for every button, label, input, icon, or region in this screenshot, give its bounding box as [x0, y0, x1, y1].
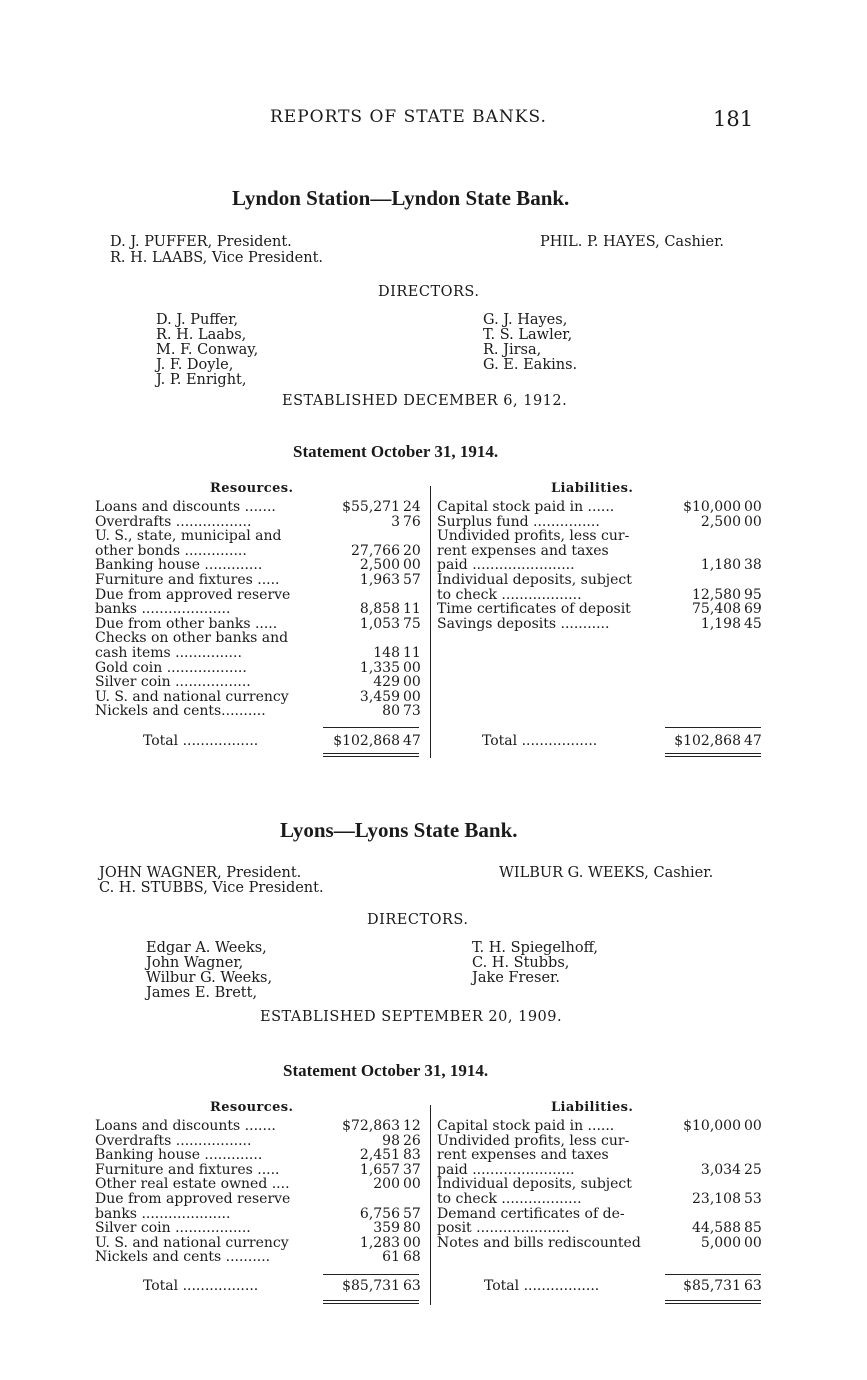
directors-heading: DIRECTORS.: [378, 284, 480, 300]
row-dollars: 2,451: [359, 1147, 400, 1164]
row-dollars: 98: [382, 1132, 400, 1149]
table-row: [95, 646, 425, 661]
total-double-rule: [323, 756, 419, 757]
row-cents: 24: [403, 499, 421, 515]
director-name: R. H. Laabs,: [156, 327, 247, 343]
total-rule: [665, 727, 761, 728]
directors-right: [483, 313, 577, 373]
row-dollars: 3,459: [359, 688, 400, 705]
table-row: [95, 500, 425, 515]
total-double-rule: [665, 1303, 761, 1304]
statement-title: Statement October 31, 1914.: [283, 1061, 489, 1080]
table-row: [95, 529, 425, 544]
row-dollars: $10,000: [683, 1118, 741, 1134]
row-label: Loans and discounts .......: [95, 1118, 276, 1134]
row-cents: 80: [403, 1220, 421, 1237]
row-cents: 68: [403, 1249, 421, 1266]
table-row: [437, 1221, 766, 1236]
row-dollars: 1,963: [359, 572, 400, 588]
row-label: Savings deposits ...........: [437, 615, 610, 632]
column-divider: [430, 486, 431, 758]
page-number: 181: [713, 107, 754, 131]
total-dollars: $102,868: [674, 733, 741, 749]
row-dollars: 80: [382, 703, 400, 720]
row-label: Due from approved reserve: [95, 586, 291, 603]
director-name: J. F. Doyle,: [156, 357, 234, 373]
row-cents: 85: [744, 1220, 762, 1237]
table-row: [437, 617, 766, 632]
director-name: Edgar A. Weeks,: [146, 940, 267, 956]
row-label: Banking house .............: [95, 1147, 263, 1164]
row-label: Checks on other banks and: [95, 630, 289, 647]
row-cents: 45: [744, 615, 762, 632]
director-name: C. H. Stubbs,: [472, 955, 570, 971]
table-row: [437, 1148, 766, 1163]
row-label: paid .......................: [437, 557, 575, 574]
row-label: other bonds ..............: [95, 542, 247, 559]
row-label: Gold coin ..................: [95, 659, 247, 676]
total-cents: 47: [744, 733, 762, 749]
table-row: [95, 704, 425, 719]
row-dollars: 2,500: [359, 557, 400, 574]
row-cents: 57: [403, 1205, 421, 1222]
total-label: Total .................: [484, 1278, 600, 1294]
table-row: [437, 1236, 766, 1251]
director-name: Jake Freser.: [472, 970, 560, 986]
total-label: Total .................: [143, 733, 259, 749]
row-cents: 83: [403, 1147, 421, 1164]
director-name: Wilbur G. Weeks,: [146, 970, 273, 986]
row-label: Furniture and fixtures .....: [95, 572, 280, 588]
row-cents: 26: [403, 1132, 421, 1149]
row-dollars: 200: [373, 1176, 400, 1193]
established-date: ESTABLISHED DECEMBER 6, 1912.: [282, 393, 568, 409]
row-label: rent expenses and taxes: [437, 542, 609, 559]
row-label: Silver coin .................: [95, 1220, 251, 1237]
row-label: Demand certificates of de-: [437, 1205, 625, 1222]
row-label: Furniture and fixtures .....: [95, 1161, 280, 1178]
total-double-rule: [665, 1300, 761, 1301]
row-label: Capital stock paid in ......: [437, 499, 615, 515]
table-row: [95, 602, 425, 617]
row-label: Undivided profits, less cur-: [437, 1132, 630, 1149]
director-name: James E. Brett,: [146, 985, 258, 1001]
row-label: U. S. and national currency: [95, 688, 289, 705]
vice-president: C. H. STUBBS, Vice President.: [99, 880, 324, 896]
row-dollars: 148: [373, 645, 400, 661]
row-label: Nickels and cents..........: [95, 703, 266, 720]
total-rule: [323, 1274, 419, 1275]
row-label: Surplus fund ...............: [437, 513, 600, 530]
director-name: T. H. Spiegelhoff,: [472, 940, 599, 956]
table-row: [437, 500, 766, 515]
director-name: M. F. Conway,: [156, 342, 259, 358]
row-label: Silver coin .................: [95, 674, 251, 691]
row-label: Undivided profits, less cur-: [437, 528, 630, 545]
row-dollars: 44,588: [692, 1220, 741, 1237]
row-label: paid .......................: [437, 1161, 575, 1178]
row-cents: 00: [744, 513, 762, 530]
table-row: [437, 1119, 766, 1134]
total-cents: 63: [744, 1278, 762, 1294]
row-label: Other real estate owned ....: [95, 1176, 290, 1193]
total-row: [95, 1279, 425, 1294]
bank-title: Lyndon Station—Lyndon State Bank.: [232, 186, 570, 210]
row-dollars: 1,180: [700, 557, 741, 574]
row-label: Due from other banks .....: [95, 615, 278, 632]
liabilities-heading: Liabilities.: [551, 481, 634, 496]
liabilities-heading: Liabilities.: [551, 1100, 634, 1115]
total-rule: [665, 1274, 761, 1275]
row-cents: 00: [744, 499, 762, 515]
total-double-rule: [665, 753, 761, 754]
table-row: [95, 1192, 425, 1207]
row-dollars: $72,863: [342, 1118, 400, 1134]
directors-left: [146, 941, 272, 1001]
row-dollars: 3,034: [700, 1161, 741, 1178]
row-cents: 38: [744, 557, 762, 574]
row-label: posit .....................: [437, 1220, 570, 1237]
row-cents: 25: [744, 1161, 762, 1178]
row-label: U. S. and national currency: [95, 1234, 289, 1251]
row-cents: 00: [403, 557, 421, 574]
row-cents: 20: [403, 542, 421, 559]
table-row: [95, 573, 425, 588]
row-dollars: 359: [373, 1220, 400, 1237]
total-double-rule: [323, 1300, 419, 1301]
row-label: Notes and bills rediscounted: [437, 1234, 641, 1251]
total-dollars: $85,731: [342, 1278, 400, 1294]
director-name: G. J. Hayes,: [483, 312, 568, 328]
director-name: G. E. Eakins.: [483, 357, 578, 373]
director-name: John Wagner,: [146, 955, 244, 971]
table-row: [95, 1119, 425, 1134]
table-row: [437, 602, 766, 617]
president: JOHN WAGNER, President.: [99, 865, 302, 881]
running-header: REPORTS OF STATE BANKS.: [270, 107, 547, 127]
table-row: [95, 1250, 425, 1265]
row-dollars: 429: [373, 674, 400, 691]
row-cents: 69: [744, 601, 762, 618]
director-name: D. J. Puffer,: [156, 312, 239, 328]
total-row: [95, 734, 425, 749]
total-cents: 63: [403, 1278, 421, 1294]
row-dollars: 27,766: [351, 542, 400, 559]
row-label: Time certificates of deposit: [437, 601, 631, 618]
column-divider: [430, 1105, 431, 1305]
row-label: Nickels and cents ..........: [95, 1249, 271, 1266]
resources-heading: Resources.: [210, 1100, 294, 1115]
directors-left: [156, 313, 258, 388]
table-row: [437, 529, 766, 544]
row-cents: 53: [744, 1191, 762, 1207]
total-double-rule: [665, 756, 761, 757]
row-dollars: 75,408: [692, 601, 741, 618]
row-dollars: 23,108: [692, 1191, 741, 1207]
row-cents: 57: [403, 572, 421, 588]
cashier: PHIL. P. HAYES, Cashier.: [540, 234, 725, 250]
row-dollars: 1,335: [359, 659, 400, 676]
row-cents: 00: [403, 1176, 421, 1193]
table-row: [437, 573, 766, 588]
row-dollars: 1,198: [700, 615, 741, 632]
row-cents: 00: [744, 1234, 762, 1251]
row-dollars: $55,271: [342, 499, 400, 515]
row-dollars: 1,657: [359, 1161, 400, 1178]
row-dollars: 2,500: [700, 513, 741, 530]
row-label: rent expenses and taxes: [437, 1147, 609, 1164]
total-double-rule: [323, 753, 419, 754]
row-label: U. S., state, municipal and: [95, 528, 282, 545]
total-dollars: $102,868: [333, 733, 400, 749]
total-rule: [323, 727, 419, 728]
row-cents: 12: [403, 1118, 421, 1134]
total-dollars: $85,731: [683, 1278, 741, 1294]
row-cents: 37: [403, 1161, 421, 1178]
row-dollars: 5,000: [700, 1234, 741, 1251]
row-label: Loans and discounts .......: [95, 499, 276, 515]
row-label: Overdrafts .................: [95, 513, 252, 530]
row-dollars: 3: [391, 513, 400, 530]
directors-heading: DIRECTORS.: [367, 912, 469, 928]
statement-title: Statement October 31, 1914.: [293, 442, 499, 461]
total-row: [437, 734, 766, 749]
director-name: T. S. Lawler,: [483, 327, 573, 343]
president: D. J. PUFFER, President.: [110, 234, 292, 250]
row-cents: 00: [403, 659, 421, 676]
row-dollars: 8,858: [359, 601, 400, 618]
table-row: [437, 1192, 766, 1207]
row-dollars: 61: [382, 1249, 400, 1266]
row-label: banks ....................: [95, 1205, 231, 1222]
table-row: [95, 1148, 425, 1163]
row-dollars: $10,000: [683, 499, 741, 515]
row-label: to check ..................: [437, 586, 582, 603]
row-dollars: 6,756: [359, 1205, 400, 1222]
row-cents: 00: [403, 674, 421, 691]
bank-title: Lyons—Lyons State Bank.: [280, 818, 518, 842]
director-name: J. P. Enright,: [156, 372, 247, 388]
row-cents: 00: [403, 1234, 421, 1251]
row-cents: 11: [403, 601, 421, 618]
row-cents: 00: [744, 1118, 762, 1134]
director-name: R. Jirsa,: [483, 342, 542, 358]
row-label: Due from approved reserve: [95, 1191, 291, 1207]
row-dollars: 12,580: [692, 586, 741, 603]
directors-right: [472, 941, 598, 986]
row-dollars: 1,283: [359, 1234, 400, 1251]
row-cents: 00: [403, 688, 421, 705]
total-double-rule: [323, 1303, 419, 1304]
vice-president: R. H. LAABS, Vice President.: [110, 250, 324, 266]
row-cents: 75: [403, 615, 421, 632]
table-row: [95, 1221, 425, 1236]
row-label: Banking house .............: [95, 557, 263, 574]
row-label: Individual deposits, subject: [437, 572, 632, 588]
row-label: banks ....................: [95, 601, 231, 618]
total-cents: 47: [403, 733, 421, 749]
total-label: Total .................: [143, 1278, 259, 1294]
row-label: Capital stock paid in ......: [437, 1118, 615, 1134]
row-label: Overdrafts .................: [95, 1132, 252, 1149]
row-cents: 95: [744, 586, 762, 603]
table-row: [95, 675, 425, 690]
resources-heading: Resources.: [210, 481, 294, 496]
total-label: Total .................: [482, 733, 598, 749]
total-row: [437, 1279, 766, 1294]
row-label: Individual deposits, subject: [437, 1176, 632, 1193]
row-label: cash items ...............: [95, 645, 242, 661]
row-cents: 73: [403, 703, 421, 720]
row-cents: 11: [403, 645, 421, 661]
row-label: to check ..................: [437, 1191, 582, 1207]
established-date: ESTABLISHED SEPTEMBER 20, 1909.: [260, 1009, 563, 1025]
row-dollars: 1,053: [359, 615, 400, 632]
cashier: WILBUR G. WEEKS, Cashier.: [499, 865, 714, 881]
row-cents: 76: [403, 513, 421, 530]
